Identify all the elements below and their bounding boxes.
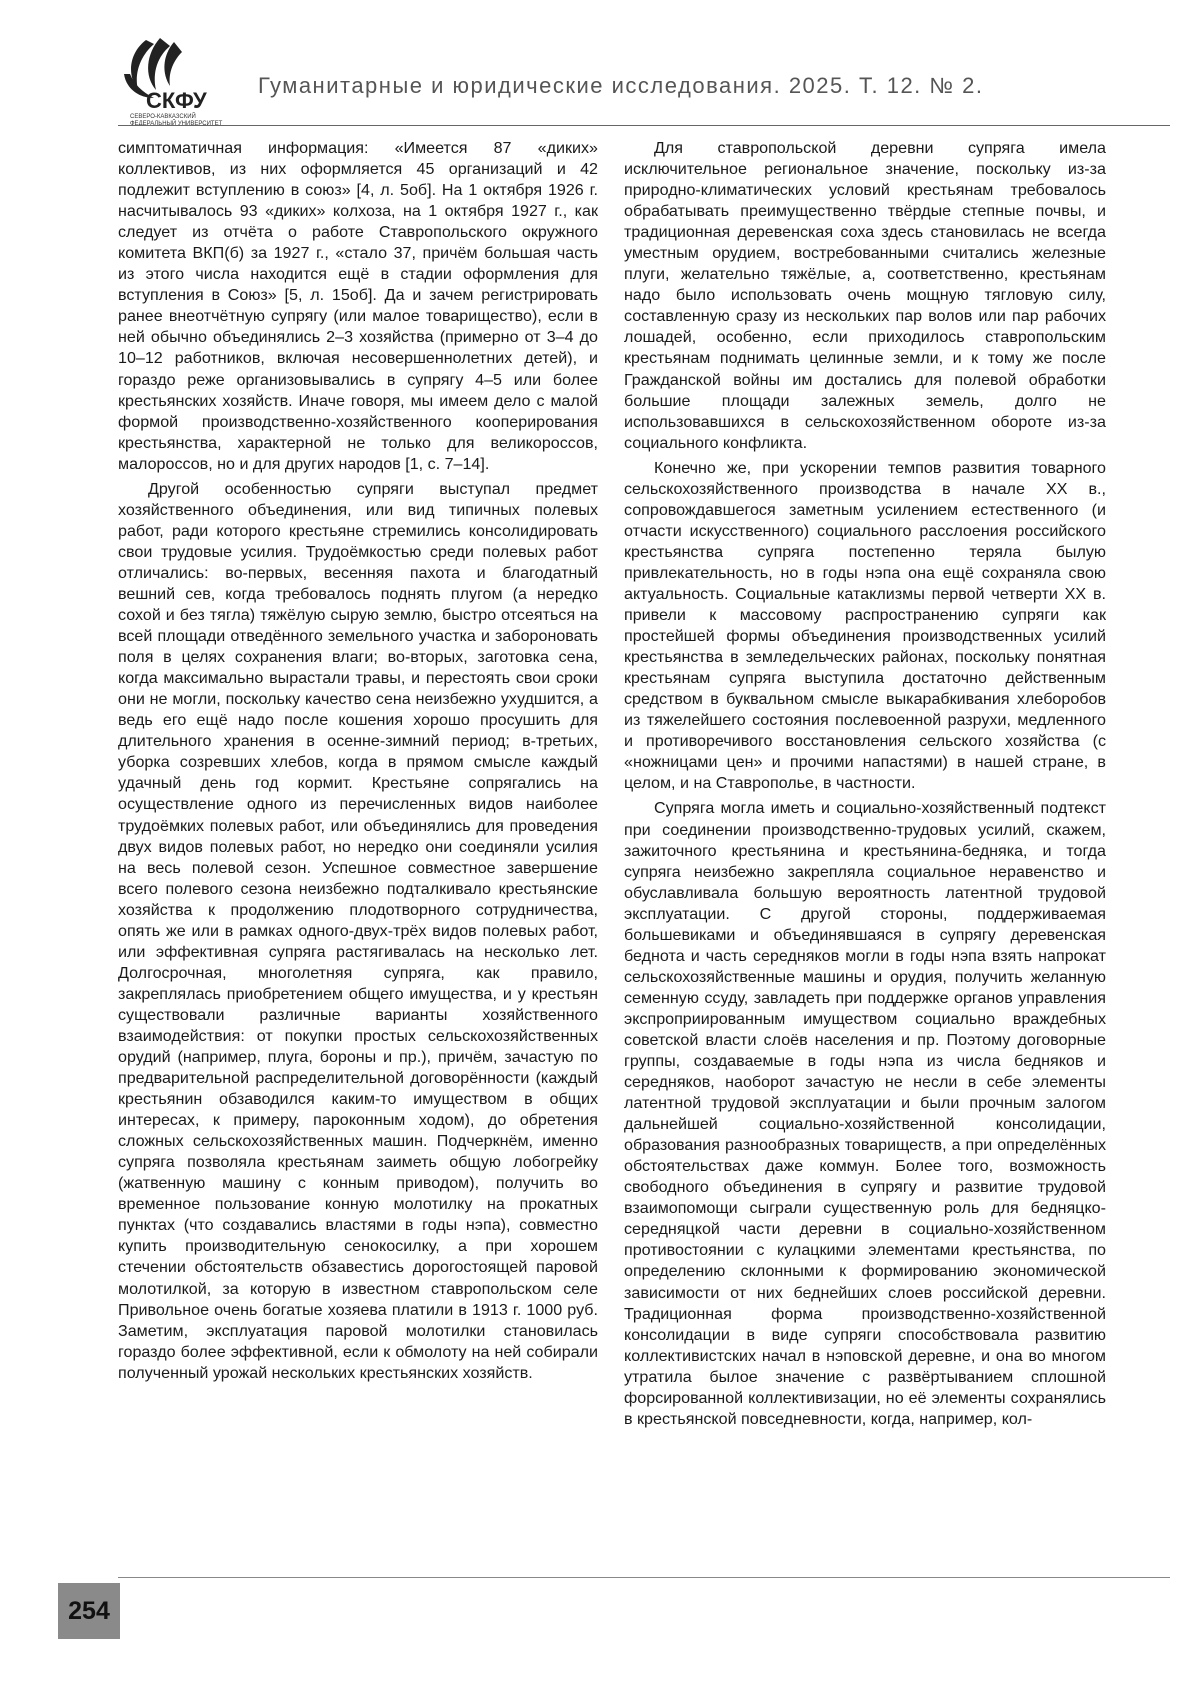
university-logo xyxy=(116,34,236,126)
left-paragraph-1: симптоматичная информация: «Имеется 87 «диких» коллективов, из них оформляется 45 организаций и 42 подлежит вступлению в союз» [4, л. 5об]. На 1 октября 1926 г. насчитывалось 93 «диких» колхоза, на 1 октября 1927 г., как следует из отчёта о работе Ставропольского окружного комитета ВКП(б) за 1927 г., «стало 37, причём большая часть из этого числа находится ещё в стадии оформления для вступления в Союз» [5, л. 15об]. Да и зачем регистрировать ранее внеотчётную супрягу (или малое товарищество), если в ней обычно объединялись 2–3 хозяйства (примерно от 3–4 до 10–12 работников, включая несовершеннолетних детей), и гораздо реже организовывались в супрягу 4–5 или более крестьянских хозяйств. Иначе говоря, мы имеем дело с малой формой производственно-хозяйственного кооперирования крестьянства, характерной не только для великороссов, малороссов, но и для других народов [1, с. 7–14]. xyxy=(118,139,598,473)
header-divider xyxy=(118,125,1170,126)
left-paragraph-2: Другой особенностью супряги выступал предмет хозяйственного объединения, или вид типичных полевых работ, ради которого крестьяне стремились консолидировать свои трудовые усилия. Трудоёмкостью среди полевых работ отличались: во-первых, весенняя пахота и благодатный вешний сев, когда требовалось поднять плугом (а нередко сохой и без тягла) тяжёлую сырую землю, быстро отсеяться на всей площади отведённого земельного участка и забороновать поля в целях сохранения влаги; во-вторых, заготовка сена, когда максимально вырастали травы, и перестоять свои сроки они не могли, поскольку качество сена неизбежно ухудшится, а ведь его ещё надо после кошения хорошо просушить для длительного хранения в осенне-зимний период; в-третьих, уборка созревших хлебов, когда в прямом смысле каждый удачный день год кормит. Крестьяне сопрягались на осуществление одного из перечисленных видов наиболее трудоёмких полевых работ, или объединялись для проведения двух видов полевых работ, но нередко они соединяли усилия на весь полевой сезон. Успешное совместное завершение всего полевого сезона неизбежно подталкивало крестьянские хозяйства к продолжению плодотворного сотрудничества, опять же или в рамках одного-двух-трёх видов полевых работ, или эффективная супряга растягивалась на несколько лет. Долгосрочная, многолетняя супряга, как правило, закреплялась приобретением общего имущества, и у крестьян существовали различные варианты хозяйственного взаимодействия: от покупки простых сельскохозяйственных орудий (например, плуга, бороны и пр.), причём, зачастую по предварительной распределительной договорённости (каждый крестьянин обзаводился каким-то имуществом в общих интересах, к примеру, пароконным ходом), до обретения сложных сельскохозяйственных машин. Подчеркнём, именно супряга позволяла крестьянам заиметь общую лобогрейку (жатвенную машину с конным приводом), получить во временное пользование конную молотилку на прокатных пунктах (что создавались властями в годы нэпа), совместно купить производительную сенокосилку, а при хорошем стечении обстоятельств обзавестись дорогостоящей паровой молотилкой, за которую в известном ставропольском селе Привольное очень богатые хозяева платили в 1913 г. 1000 руб. Заметим, эксплуатация паровой молотилки становилась гораздо более эффективной, если к обмолоту на ней собирали полученный урожай нескольких крестьянских хозяйств. xyxy=(118,479,598,1382)
right-paragraph-1: Для ставропольской деревни супряга имела исключительное региональное значение, поскольку из-за природно-климатических условий крестьянам требовалось обрабатывать преимущественно твёрдые степные почвы, и традиционная деревенская соха здесь становилась не всегда уместным орудием, востребованными считались железные плуги, желательно тяжёлые, а, соответственно, крестьянам надо было использовать очень мощную тягловую силу, составленную сразу из нескольких пар волов или пар рабочих лошадей, особенно, если приходилось ставропольским крестьянам поднимать целинные земли, и к тому же после Гражданской войны им достались для полевой обработки большие площади залежных земель, долго не использовавшихся в сельскохозяйственном обороте из-за социального конфликта. xyxy=(624,139,1106,452)
right-column xyxy=(624,138,1106,1578)
left-column xyxy=(118,138,598,1578)
journal-title: Гуманитарные и юридические исследования. 2025. Т. 12. № 2. xyxy=(258,73,984,98)
logo-subtitle-line1: СЕВЕРО-КАВКАЗСКИЙ xyxy=(130,114,196,120)
right-paragraph-3: Супряга могла иметь и социально-хозяйственный подтекст при соединении производственно-трудовых усилий, скажем, зажиточного крестьянина и крестьянина-бедняка, и тогда супряга неизбежно закрепляла социальное неравенство и обуславливала большую вероятность латентной трудовой эксплуатации. С другой стороны, поддерживаемая большевиками и объединявшаяся в супрягу деревенская беднота и часть середняков могли в годы нэпа взять напрокат сельскохозяйственные машины и орудия, получить желанную семенную ссуду, завладеть при поддержке органов управления экспроприированным имуществом социально враждебных советской власти слоёв населения и пр. Поэтому договорные группы, создаваемые в годы нэпа из числа бедняков и середняков, наоборот зачастую не несли в себе элементы латентной трудовой эксплуатации и были прочным залогом дальнейшей социально-хозяйственной консолидации, образования разнообразных товариществ, а при определённых обстоятельствах даже коммун. Более того, возможность свободного объединения в супрягу и развитие трудовой взаимопомощи сыграли существенную роль для бедняцко-середняцкой части деревни в социально-хозяйственном противостоянии с кулацкими элементами крестьянства, по определению склонными к формированию экономической зависимости от них беднейших слоев российской деревни. Традиционная форма производственно-хозяйственной консолидации в виде супряги способствовала развитию коллективистских начал в нэповской деревне, и она во многом утратила былое значение с развёртыванием сплошной форсированной коллективизации, но её элементы сохранялись в крестьянской повседневности, когда, например, кол- xyxy=(624,799,1106,1428)
page-number: 254 xyxy=(58,1583,120,1639)
footer-divider xyxy=(118,1577,1170,1578)
right-paragraph-2: Конечно же, при ускорении темпов развития товарного сельскохозяйственного производства в начале XX в., сопровождавшегося заметным усилением естественного (и отчасти искусственного) социального расслоения российского крестьянства супряга постепенно теряла былую привлекательность, но в годы нэпа она ещё сохраняла свою актуальность. Социальные катаклизмы первой четверти XX в. привели к массовому распространению супряги как простейшей формы объединения производственных усилий крестьянства в земледельческих районах, поскольку понятная крестьянам супряга выступила достаточно действенным средством в буквальном смысле выкарабкивания хлеборобов из тяжелейшего состояния послевоенной разрухи, медленного и противоречивого восстановления сельского хозяйства (с «ножницами цен» и прочими напастями) в нашей стране, в целом, и на Ставрополье, в частности. xyxy=(624,458,1106,793)
university-logo-graphic xyxy=(116,34,236,126)
logo-abbr: СКФУ xyxy=(146,88,207,113)
logo-subtitle-line2: ФЕДЕРАЛЬНЫЙ УНИВЕРСИТЕТ xyxy=(130,121,223,126)
